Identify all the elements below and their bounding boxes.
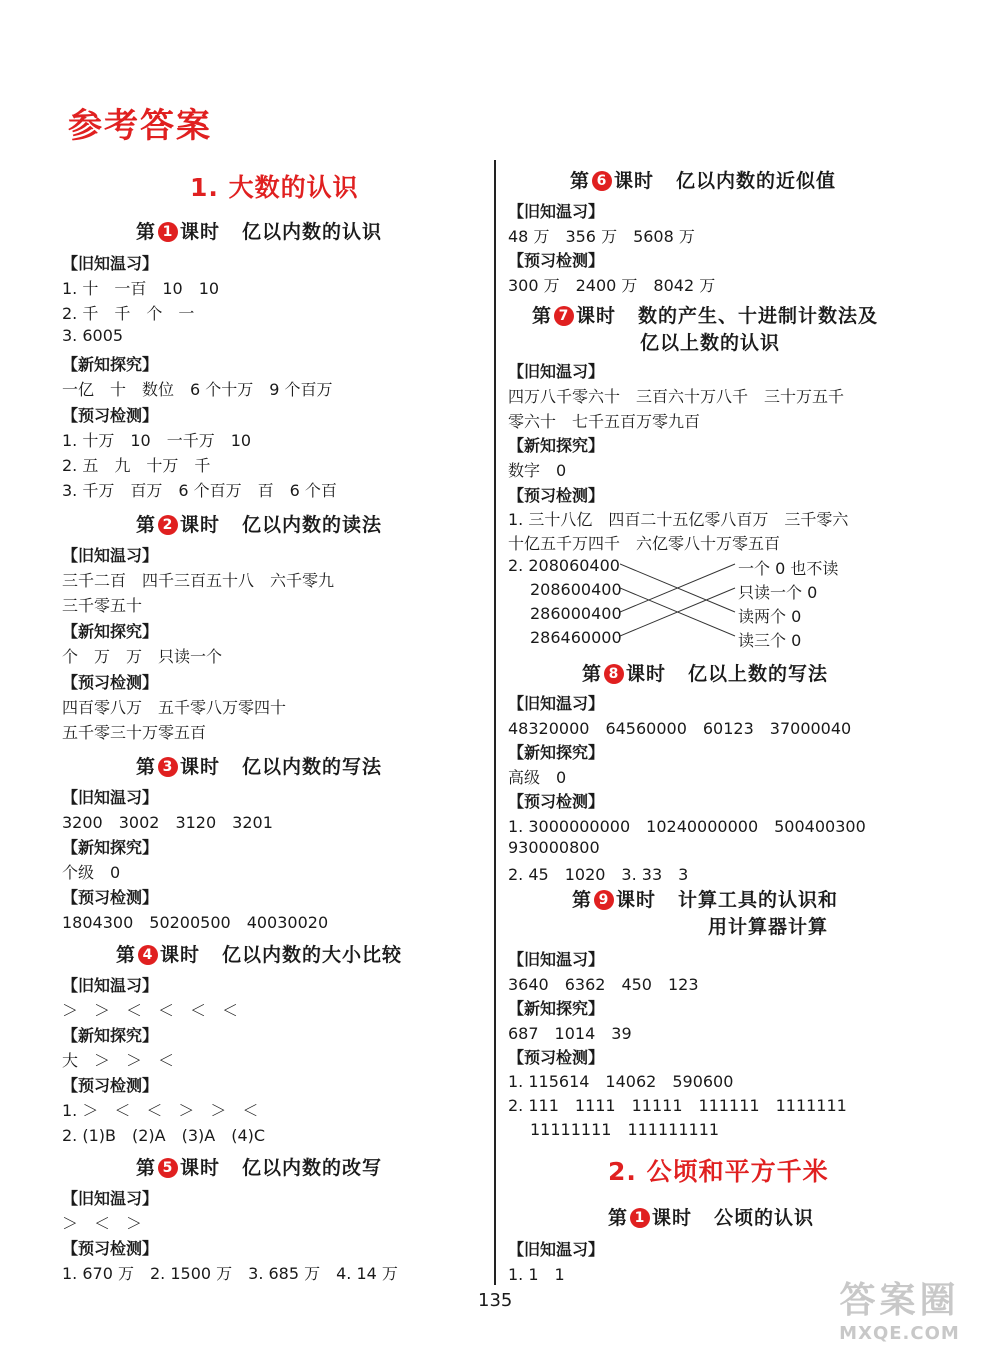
section-preview: 【预习检测】 (508, 1048, 605, 1067)
lesson-number-badge: 6 (592, 171, 612, 191)
answer-line: 3. 6005 (62, 326, 124, 345)
section-explore: 【新知探究】 (508, 999, 605, 1018)
lesson-number-badge: 1 (158, 222, 178, 242)
answer-line: 三千零五十 (62, 596, 143, 615)
section-review: 【旧知温习】 (508, 1240, 605, 1259)
lesson-suffix: 课时 (576, 305, 617, 327)
unit2-title: 2. 公顷和平方千米 (608, 1157, 829, 1186)
lesson-topic: 亿以内数的读法 (242, 514, 383, 536)
answer-line: 300 万 2400 万 8042 万 (508, 276, 716, 295)
answer-line: 1. 3000000000 10240000000 500400300 (508, 817, 866, 836)
answer-line: 数字 0 (508, 461, 567, 480)
unit1-title: 1. 大数的认识 (190, 173, 359, 202)
section-explore: 【新知探究】 (62, 622, 159, 641)
answer-line: 1. 十 一百 10 10 (62, 279, 220, 298)
lesson-suffix: 课时 (180, 221, 221, 243)
lesson-suffix: 课时 (616, 889, 657, 911)
lesson-number-badge: 9 (594, 890, 614, 910)
lesson5-heading (136, 1153, 382, 1180)
answer-line: 1. 115614 14062 590600 (508, 1072, 734, 1091)
match-right-item: 只读一个 0 (738, 583, 818, 602)
answer-line: 1. ＞ ＜ ＜ ＞ ＞ ＜ (62, 1101, 259, 1120)
answer-line: 3. 千万 百万 6 个百万 百 6 个百 (62, 481, 337, 500)
section-review: 【旧知温习】 (62, 1189, 159, 1208)
watermark-logo (812, 1272, 987, 1352)
lesson-number-badge: 8 (604, 664, 624, 684)
answer-line: ＞ ＞ ＜ ＜ ＜ ＜ (62, 1001, 239, 1020)
match-left-item: 286000400 (530, 604, 622, 623)
lesson3-heading (136, 752, 382, 779)
answer-line: 11111111 111111111 (530, 1120, 720, 1139)
section-review: 【旧知温习】 (508, 950, 605, 969)
lesson-topic: 亿以内数的改写 (242, 1157, 383, 1179)
answer-line: 四万八千零六十 三百六十万八千 三十万五千 (508, 387, 845, 406)
match-left-item: 208600400 (530, 580, 622, 599)
section-preview: 【预习检测】 (62, 888, 159, 907)
match-left-item: 2. 208060400 (508, 556, 620, 575)
lesson-prefix: 第 (532, 305, 553, 327)
answer-line: 大 ＞ ＞ ＜ (62, 1051, 175, 1070)
lesson1-heading (136, 217, 382, 244)
section-preview: 【预习检测】 (62, 673, 159, 692)
answer-line: 1. 670 万 2. 1500 万 3. 685 万 4. 14 万 (62, 1264, 398, 1283)
lesson-number-badge: 1 (630, 1208, 650, 1228)
answer-line: 个级 0 (62, 863, 121, 882)
unit2-lesson1-heading (608, 1203, 814, 1230)
section-explore: 【新知探究】 (62, 355, 159, 374)
column-divider (494, 160, 496, 1285)
lesson-prefix: 第 (136, 1157, 157, 1179)
section-review: 【旧知温习】 (62, 788, 159, 807)
lesson-suffix: 课时 (614, 170, 655, 192)
lesson-prefix: 第 (136, 514, 157, 536)
lesson-suffix: 课时 (180, 1157, 221, 1179)
lesson-topic: 亿以内数的大小比较 (222, 944, 403, 966)
watermark-sub: MXQE.COM (839, 1323, 960, 1344)
lesson7-heading (532, 301, 878, 328)
lesson-topic: 亿以内数的近似值 (676, 170, 837, 192)
section-review: 【旧知温习】 (62, 546, 159, 565)
section-review: 【旧知温习】 (62, 976, 159, 995)
answer-line: 48 万 356 万 5608 万 (508, 227, 695, 246)
section-preview: 【预习检测】 (62, 406, 159, 425)
section-explore: 【新知探究】 (508, 743, 605, 762)
answer-line: 个 万 万 只读一个 (62, 647, 223, 666)
lesson-topic: 计算工具的认识和 (678, 889, 839, 911)
lesson7-topic-line2: 亿以上数的认识 (640, 332, 781, 354)
answer-line: 930000800 (508, 838, 600, 857)
section-preview: 【预习检测】 (508, 486, 605, 505)
lesson-prefix: 第 (136, 221, 157, 243)
answer-line: 2. 45 1020 3. 33 3 (508, 865, 689, 884)
lesson6-heading (570, 166, 836, 193)
lesson-prefix: 第 (582, 663, 603, 685)
section-preview: 【预习检测】 (508, 792, 605, 811)
lesson-topic: 亿以上数的写法 (688, 663, 829, 685)
match-right-item: 读两个 0 (738, 607, 802, 626)
lesson-suffix: 课时 (160, 944, 201, 966)
answer-line: 一亿 十 数位 6 个十万 9 个百万 (62, 380, 333, 399)
section-preview: 【预习检测】 (62, 1239, 159, 1258)
lesson-suffix: 课时 (180, 514, 221, 536)
lesson2-heading (136, 510, 382, 537)
lesson-topic: 公顷的认识 (714, 1207, 815, 1229)
matching-lines (620, 557, 740, 647)
watermark-main: 答案圈 (839, 1280, 960, 1321)
lesson-suffix: 课时 (626, 663, 667, 685)
answer-line: 高级 0 (508, 768, 567, 787)
lesson-number-badge: 4 (138, 945, 158, 965)
lesson-suffix: 课时 (652, 1207, 693, 1229)
lesson-prefix: 第 (572, 889, 593, 911)
answer-line: 48320000 64560000 60123 37000040 (508, 719, 852, 738)
lesson-number-badge: 7 (554, 306, 574, 326)
section-review: 【旧知温习】 (508, 362, 605, 381)
lesson-topic: 亿以内数的认识 (242, 221, 383, 243)
answer-line: 零六十 七千五百万零九百 (508, 412, 701, 431)
lesson9-topic-line2: 用计算器计算 (708, 916, 829, 938)
answer-line: 三千二百 四千三百五十八 六千零九 (62, 571, 335, 590)
answer-line: 2. 五 九 十万 千 (62, 456, 211, 475)
section-explore: 【新知探究】 (62, 838, 159, 857)
lesson-suffix: 课时 (180, 756, 221, 778)
lesson-number-badge: 5 (158, 1158, 178, 1178)
answer-line: 1. 十万 10 一千万 10 (62, 431, 252, 450)
answer-line: 3200 3002 3120 3201 (62, 813, 273, 832)
page-title: 参考答案 (68, 106, 212, 146)
lesson-topic: 亿以内数的写法 (242, 756, 383, 778)
lesson-number-badge: 3 (158, 757, 178, 777)
answer-line: 1. 1 1 (508, 1265, 565, 1284)
match-left-item: 286460000 (530, 628, 622, 647)
answer-line: 1. 三十八亿 四百二十五亿零八百万 三千零六 (508, 510, 849, 529)
match-right-item: 一个 0 也不读 (738, 559, 839, 578)
lesson-topic: 数的产生、十进制计数法及 (638, 305, 879, 327)
section-preview: 【预习检测】 (508, 251, 605, 270)
answer-line: 687 1014 39 (508, 1024, 632, 1043)
answer-line: ＞ ＜ ＞ (62, 1214, 143, 1233)
section-review: 【旧知温习】 (508, 202, 605, 221)
answer-line: 1804300 50200500 40030020 (62, 913, 329, 932)
lesson-prefix: 第 (136, 756, 157, 778)
lesson8-heading (582, 659, 828, 686)
answer-line: 2. 111 1111 11111 111111 1111111 (508, 1096, 847, 1115)
answer-line: 四百零八万 五千零八万零四十 (62, 698, 287, 717)
match-right-item: 读三个 0 (738, 631, 802, 650)
answer-line: 2. (1)B (2)A (3)A (4)C (62, 1126, 266, 1145)
answer-line: 五千零三十万零五百 (62, 723, 207, 742)
section-explore: 【新知探究】 (508, 436, 605, 455)
lesson-prefix: 第 (608, 1207, 629, 1229)
page-number: 135 (478, 1290, 513, 1311)
answer-line: 2. 千 千 个 一 (62, 304, 195, 323)
answer-line: 3640 6362 450 123 (508, 975, 699, 994)
section-review: 【旧知温习】 (508, 694, 605, 713)
lesson-number-badge: 2 (158, 515, 178, 535)
lesson-prefix: 第 (116, 944, 137, 966)
section-preview: 【预习检测】 (62, 1076, 159, 1095)
lesson4-heading (116, 940, 402, 967)
lesson-prefix: 第 (570, 170, 591, 192)
section-review: 【旧知温习】 (62, 254, 159, 273)
lesson9-heading (572, 885, 838, 912)
answer-line: 十亿五千万四千 六亿零八十万零五百 (508, 534, 781, 553)
section-explore: 【新知探究】 (62, 1026, 159, 1045)
